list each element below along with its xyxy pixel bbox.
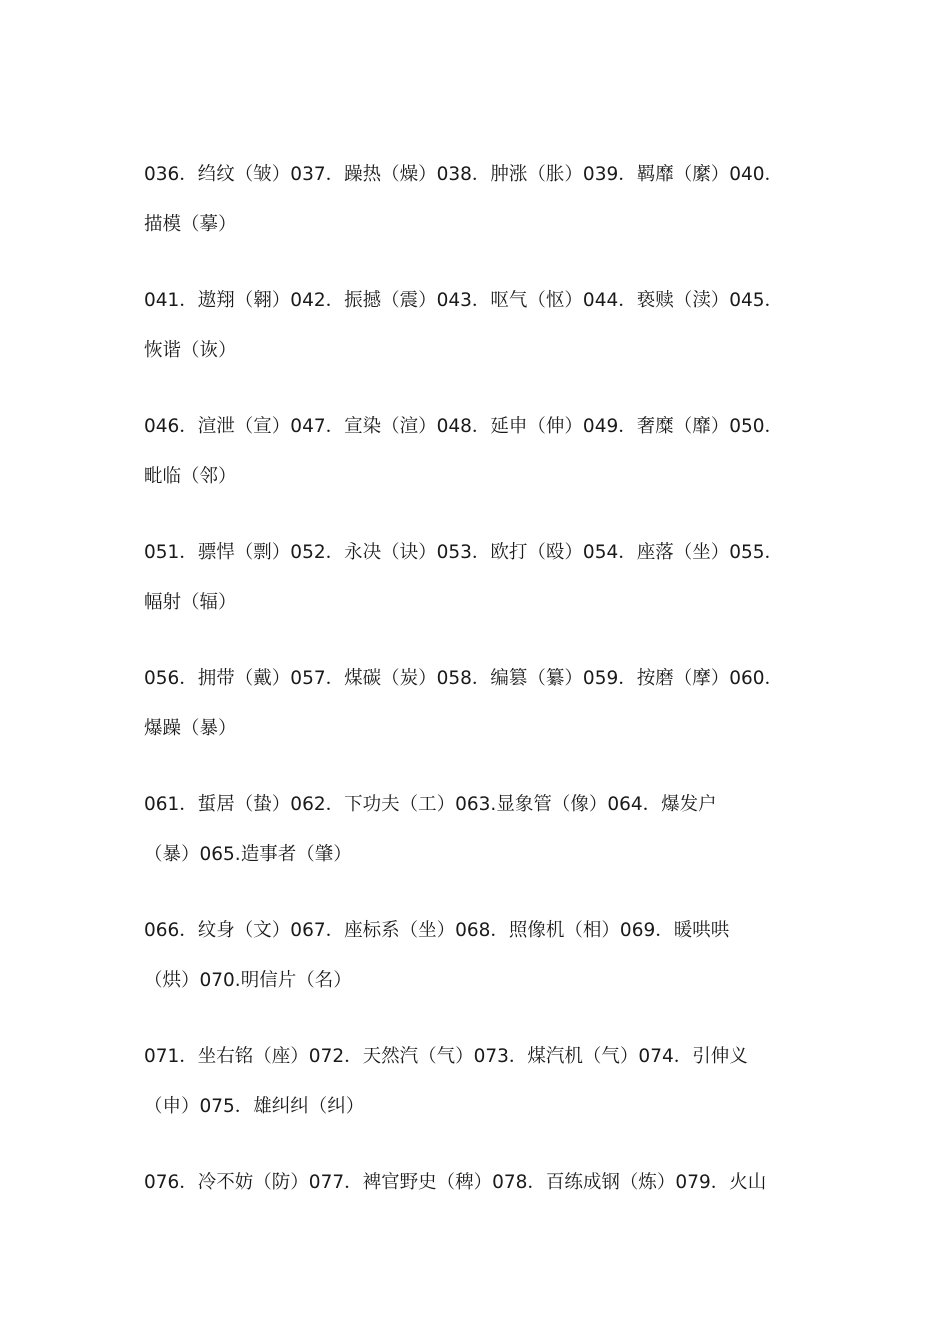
text-line: 066．纹身（文）067．座标系（坐）068．照像机（相）069．暖哄哄 xyxy=(144,920,730,941)
text-line: 幅射（辐） xyxy=(144,592,237,613)
text-line: （烘）070.明信片（名） xyxy=(144,970,352,991)
paragraph-066-070 xyxy=(144,911,804,1011)
paragraph-076-079 xyxy=(144,1163,804,1213)
paragraph-041-045 xyxy=(144,281,804,381)
paragraph-061-065 xyxy=(144,785,804,885)
text-line: （暴）065.造事者（肇） xyxy=(144,844,352,865)
text-line: 046．渲泄（宣）047．宣染（渲）048．延申（伸）049．奢糜（靡）050． xyxy=(144,416,784,437)
document-body xyxy=(144,155,804,1239)
text-line: 爆躁（暴） xyxy=(144,718,237,739)
paragraph-046-050 xyxy=(144,407,804,507)
text-line: 071．坐右铭（座）072．天然汽（气）073．煤汽机（气）074．引伸义 xyxy=(144,1046,748,1067)
text-line: （申）075．雄纠纠（纠） xyxy=(144,1096,365,1117)
text-line: 061．蜇居（蛰）062．下功夫（工）063.显象管（像）064．爆发户 xyxy=(144,794,717,815)
paragraph-051-055 xyxy=(144,533,804,633)
text-line: 036．绉纹（皱）037．躁热（燥）038．肿涨（胀）039．羁靡（縻）040． xyxy=(144,164,784,185)
text-line: 076．冷不妨（防）077．裨官野史（稗）078．百练成钢（炼）079．火山 xyxy=(144,1172,767,1193)
paragraph-071-075 xyxy=(144,1037,804,1137)
paragraph-036-040 xyxy=(144,155,804,255)
text-line: 041．遨翔（翱）042．振撼（震）043．呕气（怄）044．亵赎（渎）045． xyxy=(144,290,784,311)
paragraph-056-060 xyxy=(144,659,804,759)
text-line: 描模（摹） xyxy=(144,214,237,235)
text-line: 051．骠悍（剽）052．永决（诀）053．欧打（殴）054．座落（坐）055． xyxy=(144,542,784,563)
text-line: 毗临（邻） xyxy=(144,466,237,487)
text-line: 056．拥带（戴）057．煤碳（炭）058．编篡（纂）059．按磨（摩）060． xyxy=(144,668,784,689)
text-line: 恢谐（诙） xyxy=(144,340,237,361)
